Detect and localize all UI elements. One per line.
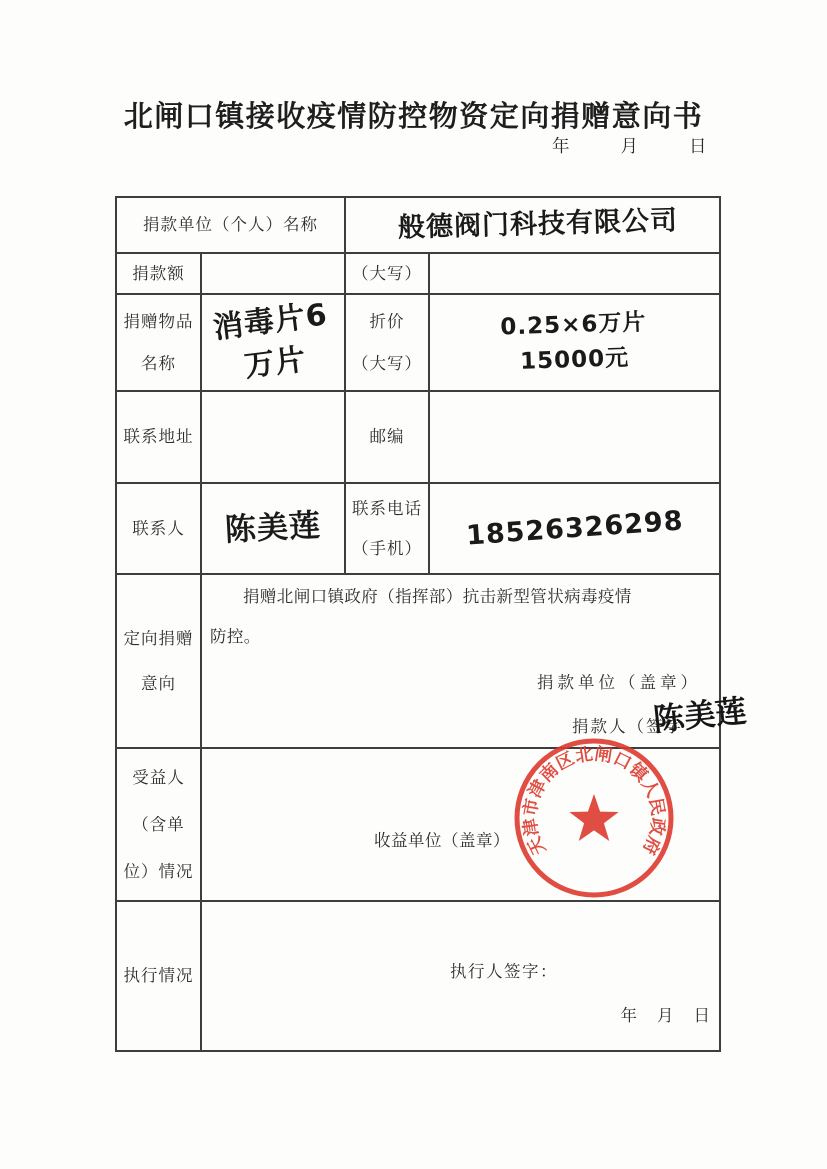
donation-amount-uppercase-value [430,254,719,295]
handwritten-price-line2: 15000元 [520,344,631,375]
date-year-label: 年 [552,136,570,156]
price-value [430,295,719,392]
donated-goods-label [117,295,202,392]
contact-person-label: 联系人 [117,484,202,575]
phone-label-line1: 联系电话 [352,498,422,518]
beneficiary-label [117,749,202,902]
date-day-label: 日 [689,136,707,156]
execution-content [202,902,719,1050]
intent-content [202,575,719,749]
beneficiary-label-line1: 受益人 [132,768,185,787]
donation-amount-value [202,254,346,295]
date-month-label: 月 [620,136,638,156]
price-label-line1: 折价 [369,311,405,331]
page-title: 北闸口镇接收疫情防控物资定向捐赠意向书 [123,99,704,133]
donor-name-value [346,198,719,254]
beneficiary-label-line3: 位）情况 [123,862,194,881]
handwritten-contact-name: 陈美莲 [224,507,322,549]
beneficiary-stamp-label: 收益单位（盖章） [374,831,510,850]
execution-label: 执行情况 [117,902,202,1050]
donation-form-table [115,196,721,1052]
beneficiary-label-line2: （含单 [132,815,185,834]
handwritten-price-line1: 0.25×6万片 [500,308,648,341]
handwritten-price [500,305,648,380]
executor-sign-label: 执行人签字： [450,962,558,981]
execution-date-year: 年 [620,1006,638,1025]
price-label [346,295,430,392]
phone-value [430,484,719,575]
donation-amount-label: 捐款额 [117,254,202,295]
intent-label [117,575,202,749]
handwritten-goods: 消毒片6万片 [211,296,330,384]
donated-goods-label-line2: 名称 [141,353,176,373]
execution-date-month: 月 [657,1006,675,1025]
donor-name-label: 捐款单位（个人）名称 [117,198,346,254]
intent-label-line1: 定向捐赠 [123,629,194,648]
donor-stamp-label: 捐款单位（盖章） [537,673,701,692]
postcode-label: 邮编 [346,392,430,484]
postcode-value [430,392,719,484]
intent-paragraph: 捐赠北闸口镇政府（指挥部）抗击新型管状病毒疫情防控。 [210,587,632,646]
contact-address-label: 联系地址 [117,392,202,484]
phone-label [346,484,430,575]
date-line [552,133,707,158]
execution-date-day: 日 [693,1006,711,1025]
contact-address-value [202,392,346,484]
handwritten-company-name: 般德阀门科技有限公司 [397,205,678,244]
donation-amount-uppercase-label: （大写） [346,254,430,295]
contact-person-value [202,484,346,575]
donated-goods-label-line1: 捐赠物品 [123,311,194,331]
handwritten-phone: 18526326298 [464,505,685,552]
intent-label-line2: 意向 [141,674,176,693]
seal-text: 天津市津南区北闸口镇人民政府 [520,744,668,858]
price-label-line2: （大写） [352,353,422,373]
execution-date-line [621,1004,712,1027]
handwritten-signature: 陈美莲 [651,693,748,739]
beneficiary-content [202,749,719,902]
phone-label-line2: （手机） [352,538,422,558]
donated-goods-value [202,295,346,392]
donor-sign-label: 捐款人（签字 [572,717,683,736]
